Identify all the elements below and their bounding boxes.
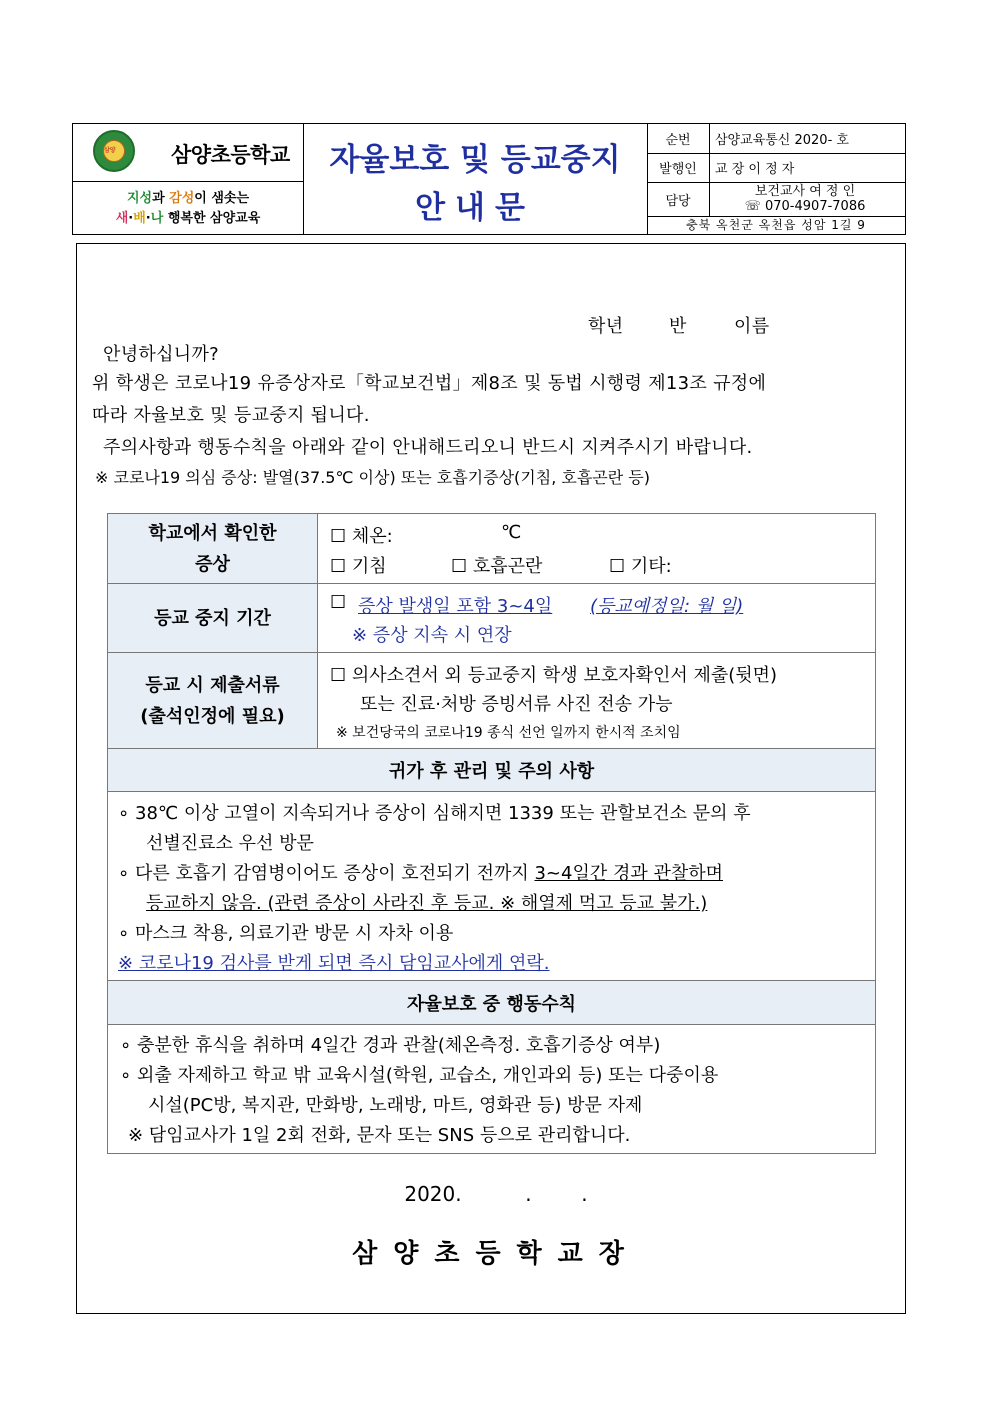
title-line-2: 안내문 — [415, 190, 535, 226]
header-box — [72, 123, 906, 235]
care-section-title: 귀가 후 관리 및 주의 사항 — [108, 749, 875, 792]
rules-item-3: ※ 담임교사가 1일 2회 전화, 문자 또는 SNS 등으로 관리합니다. — [128, 1125, 631, 1146]
other-checkbox[interactable]: ☐ 기타: — [609, 556, 672, 577]
rules-item-2-line-2: 시설(PC방, 복지관, 만화방, 노래방, 마트, 영화관 등) 방문 자제 — [148, 1095, 643, 1116]
grade-label: 학년 — [588, 316, 624, 337]
school-name-row — [73, 124, 303, 182]
contact-person: 보건교사 여 정 인 — [754, 184, 856, 199]
rules-item-2-line-1: ∘ 외출 자제하고 학교 밖 교육시설(학원, 교습소, 개인과외 등) 또는 다중이용 — [120, 1065, 719, 1086]
rules-section-body — [108, 1025, 875, 1153]
info-table — [107, 513, 876, 1154]
principal-signature: 삼양초등학교장 — [352, 1239, 640, 1269]
period-text: 증상 발생일 포함 3~4일 — [358, 596, 553, 617]
name-label: 이름 — [734, 316, 770, 337]
meta-cell — [647, 124, 905, 234]
school-cell — [73, 124, 304, 234]
school-address: 충북 옥천군 옥천읍 성암 1길 9 — [686, 218, 866, 232]
logo-text: 삼양 — [104, 147, 116, 154]
documents-line-2: 또는 진료·처방 증빙서류 사진 전송 가능 — [360, 694, 673, 715]
care-item-1-line-2: 선별진료소 우선 방문 — [146, 833, 314, 854]
documents-line-1: ☐ 의사소견서 외 등교중지 학생 보호자확인서 제출(뒷면) — [330, 665, 778, 686]
contact-phone: ☏ 070-4907-7086 — [744, 199, 866, 214]
care-item-4: ※ 코로나19 검사를 받게 되면 즉시 담임교사에게 연락. — [118, 953, 550, 974]
period-checkbox[interactable]: ☐ — [330, 592, 347, 613]
care-item-3: ∘ 마스크 착용, 의료기관 방문 시 자차 이용 — [118, 923, 454, 944]
absence-period-label: 등교 중지 기간 — [108, 584, 318, 653]
meta-row-publisher: 발행인 교 장 이 정 자 — [647, 153, 905, 183]
care-item-2-line-1: ∘ 다른 호흡기 감염병이어도 증상이 호전되기 전까지 3~4일간 경과 관찰하며 — [118, 863, 724, 884]
symptom-note: ※ 코로나19 의심 증상: 발열(37.5℃ 이상) 또는 호흡기증상(기침, 호흡곤란 등) — [95, 468, 650, 487]
care-section-body — [108, 792, 875, 981]
intro-line-2: 따라 자율보호 및 등교중지 됩니다. — [92, 405, 370, 426]
documents-label: 등교 시 제출서류 (출석인정에 필요) — [108, 653, 318, 749]
absence-period-cell — [318, 584, 875, 653]
school-logo-icon — [93, 130, 135, 172]
symptoms-label: 학교에서 확인한 증상 — [108, 514, 318, 584]
slogan-line-1: 지성과 감성이 샘솟는 — [126, 191, 250, 206]
temp-unit: ℃ — [501, 522, 522, 543]
breath-checkbox[interactable]: ☐ 호흡곤란 — [451, 556, 543, 577]
title-line-1: 자율보호 및 등교중지 — [329, 142, 621, 178]
care-item-2-line-2: 등교하지 않음. (관련 증상이 사라진 후 등교. ※ 해열제 먹고 등교 불가.) — [146, 893, 708, 914]
extension-note: ※ 증상 지속 시 연장 — [352, 625, 512, 646]
title-cell — [303, 124, 648, 234]
symptoms-cell — [318, 514, 875, 584]
greeting: 안녕하십니까? — [103, 344, 219, 365]
documents-cell — [318, 653, 875, 749]
rules-section-title: 자율보호 중 행동수칙 — [108, 981, 875, 1025]
class-label: 반 — [669, 316, 687, 337]
meta-row-number: 순번 삼양교육통신 2020- 호 — [647, 124, 905, 154]
issue-date: 2020. . . — [404, 1182, 588, 1206]
care-item-1-line-1: ∘ 38℃ 이상 고열이 지속되거나 증상이 심해지면 1339 또는 관할보건소 문의 후 — [118, 803, 751, 824]
temp-checkbox[interactable]: ☐ 체온: — [330, 526, 393, 547]
return-date: (등교예정일: 월 일) — [590, 596, 744, 617]
intro-line-1: 위 학생은 코로나19 유증상자로「학교보건법」제8조 및 동법 시행령 제13조 규정에 — [92, 373, 767, 394]
documents-note: ※ 보건당국의 코로나19 종식 선언 일까지 한시적 조치임 — [336, 725, 681, 741]
school-name: 삼양초등학교 — [171, 143, 290, 167]
meta-row-contact: 담당 보건교사 여 정 인 ☏ 070-4907-7086 — [647, 182, 905, 217]
rules-item-1: ∘ 충분한 휴식을 취하며 4일간 경과 관찰(체온측정. 호흡기증상 여부) — [120, 1035, 661, 1056]
cough-checkbox[interactable]: ☐ 기침 — [330, 556, 387, 577]
slogan-line-2: 새·배·나 행복한 삼양교육 — [115, 211, 261, 226]
intro-line-3: 주의사항과 행동수칙을 아래와 같이 안내해드리오니 반드시 지켜주시기 바랍니다. — [103, 437, 753, 458]
